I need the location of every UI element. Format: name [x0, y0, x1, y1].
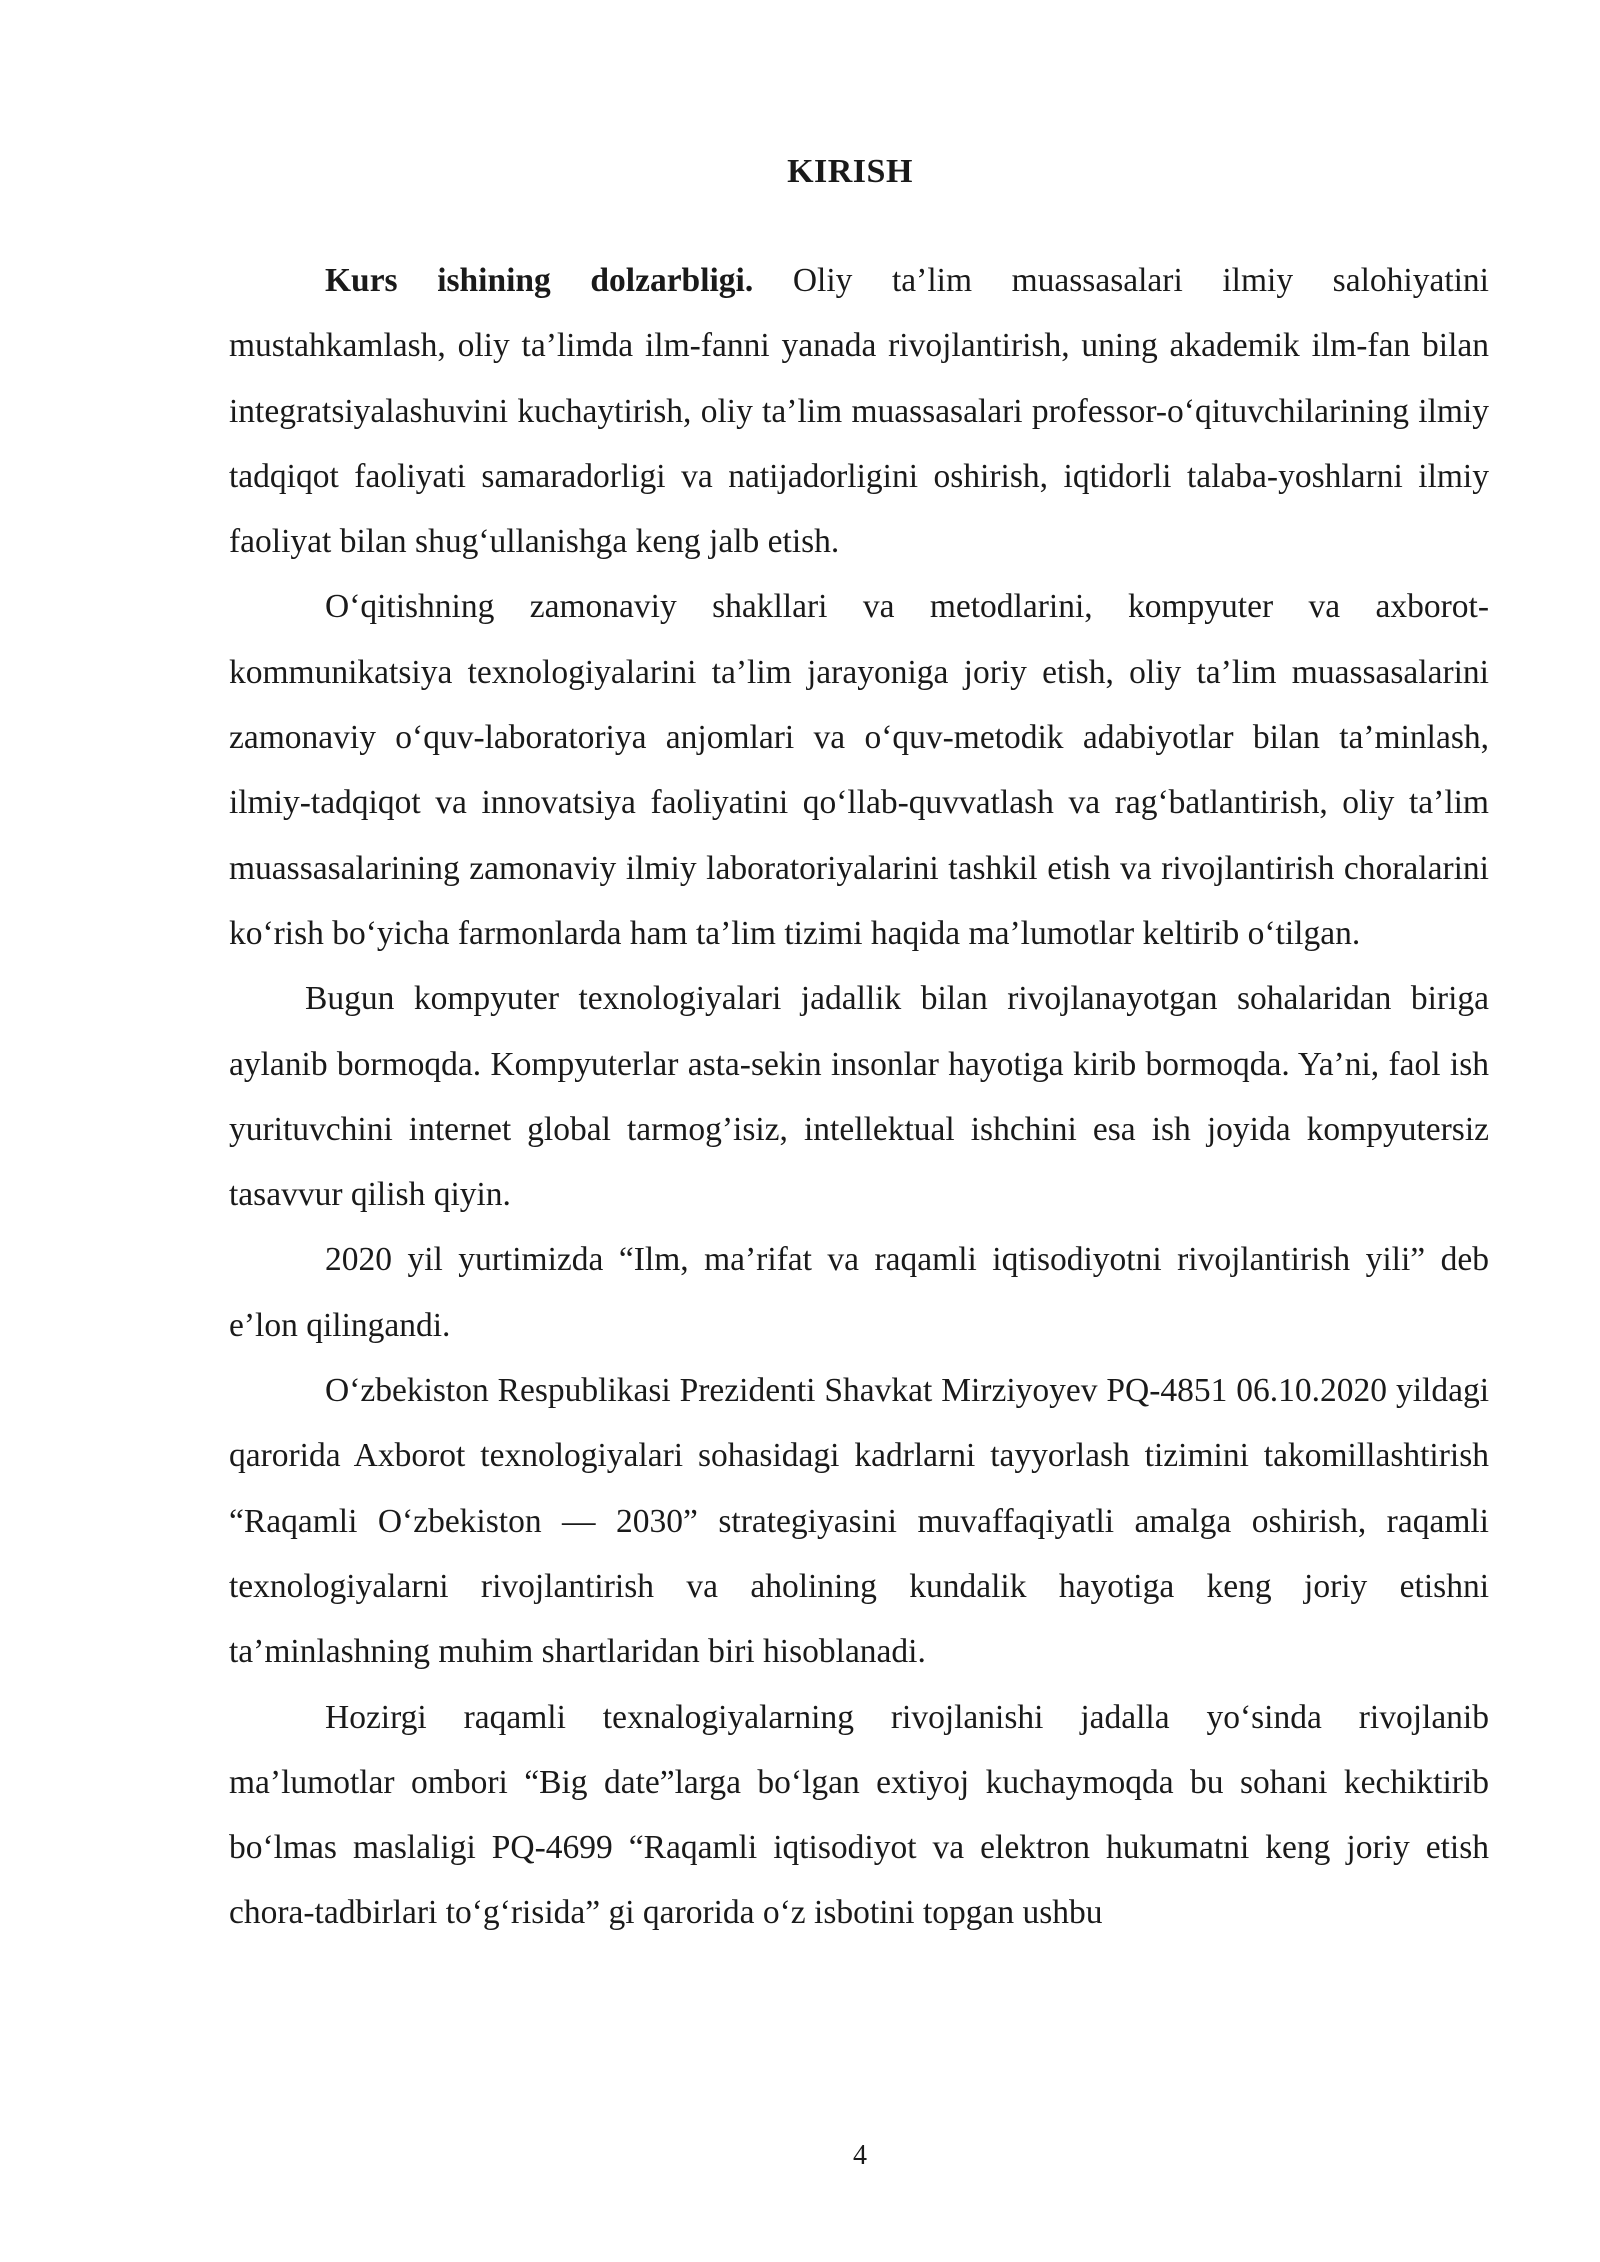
paragraph-text: Oliy ta’lim muassasalari ilmiy salohiyatini mustahkamlash, oliy ta’limda ilm-fanni yanada rivojlantirish, uning akademik ilm-fan bilan integratsiyalashuvini kuchaytirish, oliy ta’lim muassasalari professor-o‘qituvchilarining ilmiy tadqiqot faoliyati samaradorligi va natijadorligini oshirish, iqtidorli talaba-yoshlarni ilmiy faoliyat bilan shug‘ullanishga keng jalb etish.: [229, 262, 1489, 561]
paragraph-lead: Kurs ishining dolzarbligi.: [325, 262, 754, 299]
paragraph-digital-development: Hozirgi raqamli texnalogiyalarning rivojlanishi jadalla yo‘sinda rivojlanib ma’lumotlar ombori “Big date”larga bo‘lgan extiyoj kuchaymoqda bu sohani kechiktirib bo‘lmas maslaligi PQ-4699 “Raqamli iqtisodiyot va elektron hukumatni keng joriy etish chora-tadbirlari to‘g‘risida” gi qarorida o‘z isbotini topgan ushbu: [229, 1698, 1489, 1932]
page-number: 4: [853, 2140, 867, 2171]
page-title: KIRISH: [787, 153, 913, 190]
paragraph-relevance: [229, 248, 1489, 574]
paragraph-computer-technologies: Bugun kompyuter texnologiyalari jadallik bilan rivojlanayotgan sohalaridan biriga aylanib bormoqda. Kompyuterlar asta-sekin insonlar hayotiga kirib bormoqda. Ya’ni, faol ish yurituvchini internet global tarmog’isiz, intellektual ishchini esa ish joyida kompyutersiz tasavvur qilish qiyin.: [229, 980, 1489, 1214]
paragraph-teaching-methods: O‘qitishning zamonaviy shakllari va metodlarini, kompyuter va axborot-kommunikatsiya texnologiyalarini ta’lim jarayoniga joriy etish, oliy ta’lim muassasalarini zamonaviy o‘quv-laboratoriya anjomlari va o‘quv-metodik adabiyotlar bilan ta’minlash, ilmiy-tadqiqot va innovatsiya faoliyatini qo‘llab-quvvatlash va rag‘batlantirish, oliy ta’lim muassasalarining zamonaviy ilmiy laboratoriyalarini tashkil etish va rivojlantirish choralarini ko‘rish bo‘yicha farmonlarda ham ta’lim tizimi haqida ma’lumotlar keltirib o‘tilgan.: [229, 588, 1489, 952]
body-text: [229, 248, 1489, 1946]
paragraph-year-2020: 2020 yil yurtimizda “Ilm, ma’rifat va raqamli iqtisodiyotni rivojlantirish yili” deb e’lon qilingandi.: [229, 1241, 1489, 1344]
paragraph-presidential-decree: O‘zbekiston Respublikasi Prezidenti Shavkat Mirziyoyev PQ-4851 06.10.2020 yildagi qarorida Axborot texnologiyalari sohasidagi kadrlarni tayyorlash tizimini takomillashtirish “Raqamli O‘zbekiston — 2030” strategiyasini muvaffaqiyatli amalga oshirish, raqamli texnologiyalarni rivojlantirish va aholining kundalik hayotiga keng joriy etishni ta’minlashning muhim shartlaridan biri hisoblanadi.: [229, 1372, 1489, 1671]
